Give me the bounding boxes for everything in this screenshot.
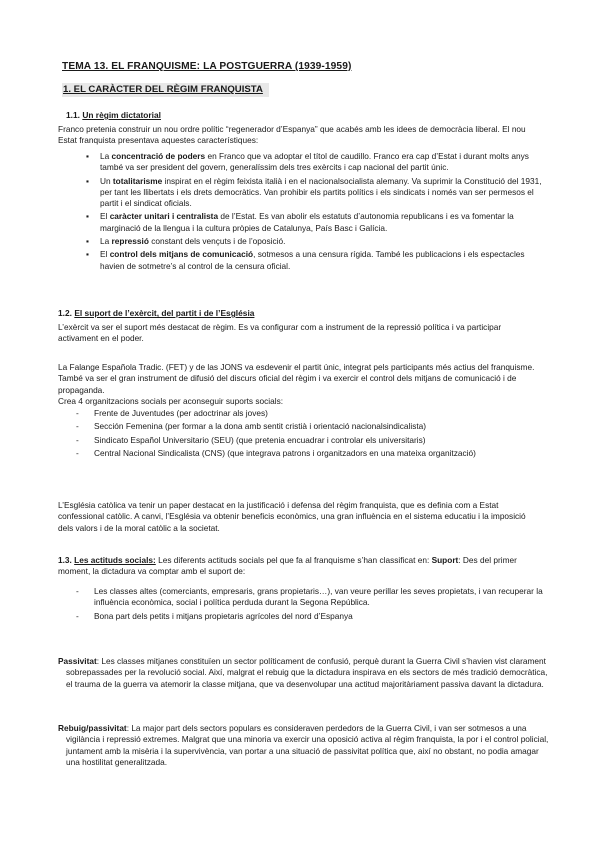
rejection-paragraph: Rebuig/passivitat: La major part dels sectors populars es consideraven perdedors de la Guerra Civil, i van ser sotmesos a una vigilància i repressió extremes. Malgrat que una minoria va exercir una oposició activa al règim franquista, la por i el control policial, juntament amb la misèria i la supervivència, van portar a una situació de passivitat política que, així no obstant, no podia amagar una hostilitat generalitzada. [58,723,549,767]
characteristics-list [58,151,543,272]
organizations-intro: Crea 4 organitzacions socials per aconseguir suports socials: [58,396,284,406]
bullet-icon: ▪ [86,175,89,186]
bullet-icon: ▪ [86,211,89,222]
subsection-heading-1-1 [66,110,161,121]
dash-icon: - [76,434,79,445]
subsection-number: 1.1. [66,110,80,120]
list-item: - Frente de Juventudes (per adoctrinar als joves) [76,408,268,418]
subsection-number: 1.2. [58,308,72,318]
list-item: ▪ El control dels mitjans de comunicació, sotmesos a una censura rígida. També les publicacions i els espectacles havien de sotmetre’s al control de la censura oficial. [86,249,525,271]
dash-icon: - [76,586,79,596]
bullet-icon: ▪ [86,236,89,247]
dash-icon: - [76,408,79,418]
subsection-number: 1.3. [58,555,72,565]
subsection-title: El suport de l’exèrcit, del partit i de l’Església [74,308,255,318]
falange-paragraph: La Falange Española Tradic. (FET) y de las JONS va esdevenir el partit únic, integrat pels participants més actius del franquisme. També va ser el gran instrument de difusió del discurs oficial del règim i va exercir el control dels mitjans de comunicació i de propaganda. [58,362,535,395]
dash-icon: - [76,610,79,621]
dash-icon: - [76,421,79,432]
list-item: - Bona part dels petits i mitjans propietaris agrícoles del nord d’Espanya [76,610,353,621]
support-label: Suport [431,555,459,565]
support-list [58,586,543,622]
church-paragraph: L’Església catòlica va tenir un paper destacat en la justificació i defensa del règim franquista, que es definia com a Estat confessional catòlic. A canvi, l’Església va obtenir beneficis econòmics, una gran influència en el sistema educatiu i la imposició dels valors i de la moral catòlic a la societat. [58,500,526,533]
section-heading-1: 1. EL CARÀCTER DEL RÈGIM FRANQUISTA [62,83,269,97]
bullet-icon: ▪ [86,249,89,260]
subsection-title: Les actituds socials: [74,555,156,565]
document-title: TEMA 13. EL FRANQUISME: LA POSTGUERRA (1939-1959) [62,61,352,72]
list-item: - Les classes altes (comerciants, empresaris, grans propietaris…), van veure perillar les seves propietats, i van recuperar la influència econòmica, social i política perduda durant la Segona República. [76,586,543,608]
passivity-label: Passivitat [58,656,97,666]
bullet-icon: ▪ [86,151,89,161]
organizations-list [58,408,543,459]
list-item: - Sindicato Español Universitario (SEU) (que pretenia encuadrar i controlar els universitaris) [76,434,426,445]
passivity-paragraph: Passivitat: Les classes mitjanes constituïen un sector políticament de confusió, perquè durant la Guerra Civil s’havien vist clarament sobrepassades per la revolució social. Així, malgrat el rebuig que la dictadura inspirava en els sectors de més tradició democràtica, el trauma de la guerra va atemorir la classe mitjana, que va desenvolupar una actitud majoritàriament passiva davant la dictadura. [58,656,548,689]
list-item: ▪ La concentració de poders en Franco que va adoptar el títol de caudillo. Franco era cap d’Estat i durant molts anys també va ser president del govern, generalíssim dels tres exèrcits i cap nacional del partit únic. [86,151,529,173]
social-attitudes-paragraph: 1.3. Les actituds socials: Les diferents actituds socials pel que fa al franquisme s’han classificat en: Suport: Des del primer moment, la dictadura va comptar amb el suport de: [58,555,517,577]
army-paragraph: L’exèrcit va ser el suport més destacat de règim. Es va configurar com a instrument de la repressió política i va participar activament en el poder. [58,322,502,344]
list-item: ▪ Un totalitarisme inspirat en el règim feixista italià i en el nacionalsocialista alemany. Va suprimir la Constitució del 1931, per tant les llibertats i els drets democràtics. Van prohibir els partits polítics i els sindicats i només van ser permesos el partit i el sindicat oficials. [86,175,542,209]
list-item: ▪ La repressió constant dels vençuts i de l’oposició. [86,236,286,247]
intro-paragraph: Franco pretenia construir un nou ordre polític “regenerador d’Espanya” que acabés amb les idees de democràcia liberal. El nou Estat franquista presentava aquestes característiques: [58,124,526,146]
list-item: ▪ El caràcter unitari i centralista de l’Estat. Es van abolir els estatuts d’autonomia republicans i es va fomentar la marginació de la llengua i la cultura pròpies de Catalunya, País Basc i Galícia. [86,211,514,233]
list-item: - Central Nacional Sindicalista (CNS) (que integrava patrons i organitzadors en una mateixa organització) [76,447,476,458]
dash-icon: - [76,447,79,458]
list-item: - Sección Femenina (per formar a la dona amb sentit cristià i orientació nacionalsindicalista) [76,421,427,432]
rejection-label: Rebuig/passivitat [58,723,127,733]
subsection-heading-1-2 [58,308,254,319]
subsection-title: Un règim dictatorial [82,110,161,120]
